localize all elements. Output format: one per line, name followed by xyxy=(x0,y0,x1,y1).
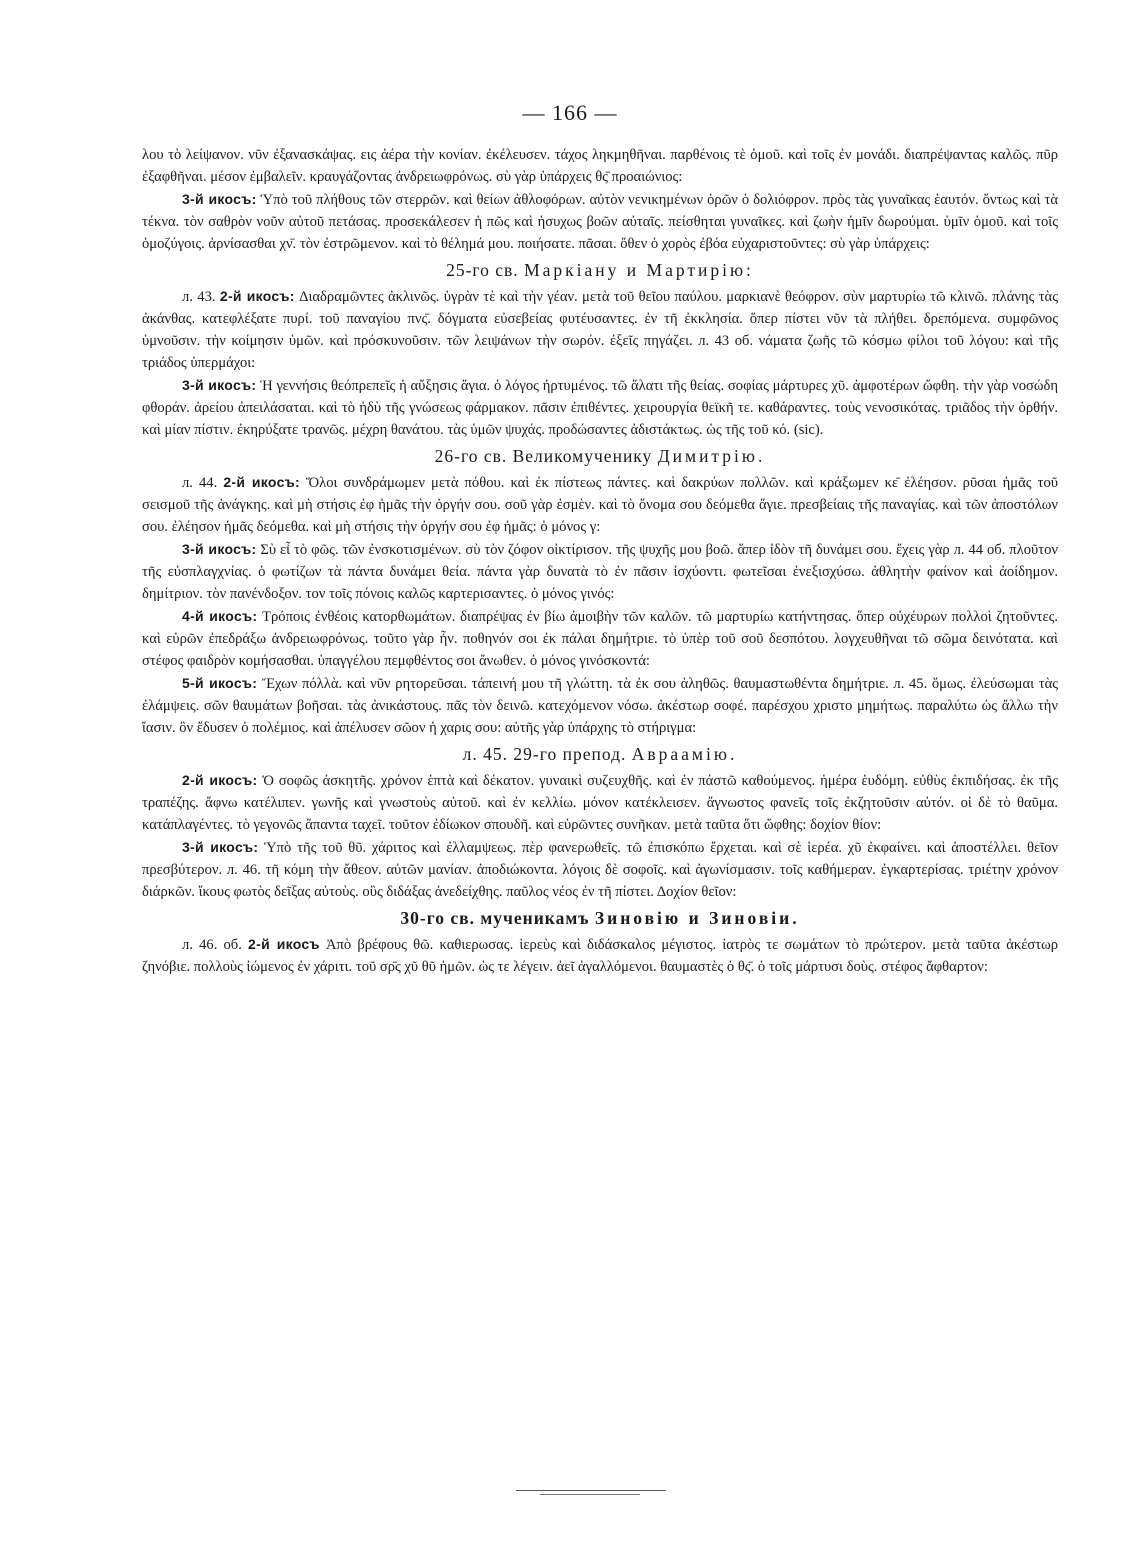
ikos-text: Ὑπὸ τῆς τοῦ θῦ. χάριτος καὶ ἐλλαμψεως. πὲρ φανερωθεῖς. τῶ ἐπισκόπω ἔρχεται. καὶ σὲ ἱερέα. χῦ ἐκφαίνει. καὶ ἀποστέλλει. θεῖον πρεσβύτερον. л. 46. τῆ κόμη τὴν ἄθεον. αὐτῶν μανίαν. ἀποδιώκοντα. λόγοις δὲ σοφοῖς. καὶ ἀγωνίσμασιν. τοῖς καθήμεραν. ἐγκαρτερίσας. τριέτην χρόνον διάρκῶν. ἴκους φωτὸς δεῖξας αὐτοὺς. οὓς διδάξας ἀνεδείχθης. παῦλος νέος ἐν τῆ πίστει. Δοχίον θεῖον: xyxy=(142,840,1058,900)
ikos-paragraph xyxy=(142,538,1058,605)
ikos-label: 3-й икосъ: xyxy=(182,377,257,393)
heading-names: Зиновію и Зиновіи. xyxy=(594,908,800,928)
heading-prefix: 25-го св. xyxy=(446,260,525,280)
end-rule xyxy=(516,1490,666,1491)
ikos-text: Ἔχων πόλλὰ. καὶ νῦν ρητορεῦσαι. τάπεινή μου τῆ γλώττη. τὰ ἐκ σου ἀληθῶς. θαυμαστωθέντα δημήτριε. л. 45. ὅμως. ἐλεύσωμαι τὰς ἐλάμψεις. σῶν θαυμάτων βοῆσαι. τὰς ἀνικάστους. πᾶς τὸν δεινῶ. κατεχόμενον νόσω. ἀκέστωρ σοφέ. παρέσχου χριστο μημήτως. παραλύτω ὡς ἄλλω τὴν ἴασιν. ὃν ἔδυσεν ὁ πολέμιος. καὶ ἀπέλυσεν σῶον ἡ χαρις σου: αὐτῆς γὰρ ὑπάρχης τὸ στήριγμα: xyxy=(142,676,1058,736)
ikos-label: 4-й икосъ: xyxy=(182,608,258,624)
heading-prefix: 26-го св. Великомученику xyxy=(434,446,658,466)
ikos-label: 3-й икосъ: xyxy=(182,839,259,855)
end-rule-short xyxy=(540,1494,640,1495)
ikos-paragraph xyxy=(142,672,1058,739)
ikos-paragraph xyxy=(142,836,1058,903)
ikos-text: Διαδραμῶντες ἀκλινῶς. ὑγρὰν τὲ καὶ τὴν γέαν. μετὰ τοῦ θεῖου παύλου. μαρκιανὲ θεόφρον. σὺν μαρτυρίω τῶ κλινῶ. πλάνης τὰς ἀκάνθας. κατεφλέξατε πυρί. τοῦ παναγίου πνς̄. δόγματα εὐσεβείας φυτέυσαντες. ἐν τῆ ἐκκλησία. ὅπερ πίστει νῦν τὰ πλήθει. δρεπόμενα. συμφῶνος ὑμνοῦσιν. τὴν κοίμησιν ὑμῶν. καὶ πρόσκυνοῦσιν. τῶν λειψάνων τὴν σωρόν. ἐξεῖς πηγάζει. л. 43 об. νάματα ζωῆς τῶ κόσμω φίλοι τοῦ λόγου: καὶ τῆς τριάδος ὑπερμάχοι: xyxy=(142,289,1058,371)
ikos-label: 3-й икосъ: xyxy=(182,191,257,207)
leaf-ref: л. 43. xyxy=(182,289,220,305)
ikos-text: Ἀπὸ βρέφους θῶ. καθιερωσας. ἱερεὺς καὶ διδάσκαλος μέγιστος. ἰατρὸς τε σωμάτων τὸ πρώτερον. μετὰ ταῦτα ἀκέστωρ ζηνόβιε. πολλοὺς ἰώμενος ἐν χάριτι. τοῦ σρ̄ς χῦ θῦ ἡμῶν. ὡς τε λέγειν. ἀεῖ ἀγαλλόμενοι. θαυμαστὲς ὁ θς̄. ὁ τοῖς μάρτυσι δοὺς. στέφος ἄφθαρτον: xyxy=(142,937,1058,975)
ikos-label: 2-й икосъ xyxy=(248,936,320,952)
ikos-paragraph xyxy=(142,471,1058,538)
ikos-paragraph xyxy=(142,374,1058,441)
ikos-text: Ὁ σοφῶς ἀσκητῆς. χρόνον ἑπτὰ καὶ δέκατον. γυναικὶ συζευχθῆς. καὶ ἐν πάστῶ καθούμενος. ἡμέρα ἑυδόμη. εὐθὺς ἐκπιδήσας. ἐκ τῆς τραπέζης. ἄφνω κατέλιπεν. γωνῆς καὶ γνωστοὺς αὐτοῦ. καὶ ἐν κελλίω. μόνον κατέκλεισεν. ἄγνωστος φανεῖς τοῖς ἐκζητοῦσιν αὐτόν. οἱ δὲ τὸ θαῦμα. κατάπλαγέντες. τὸ γεγονῶς ἅπαντα ταχεῖ. τοῦτον ἐδίωκον σπουδῆ. καὶ εὑρῶντες συνῆκαν. μετὰ ταῦτα ὅτι ὤφθης: δοχίον θίον: xyxy=(142,773,1058,833)
ikos-label: 2-й икосъ: xyxy=(219,288,295,304)
section-heading-26 xyxy=(142,443,1058,469)
section-heading-29 xyxy=(142,741,1058,767)
ikos-paragraph xyxy=(142,188,1058,255)
ikos-paragraph xyxy=(142,933,1058,978)
leaf-ref: л. 44. xyxy=(182,475,224,491)
ikos-text: Ἡ γεννήσις θεόπρεπεῖς ἡ αὔξησις ἅγια. ὁ λόγος ἠρτυμένος. τῶ ἅλατι τῆς θείας. σοφίας μάρτυρες χῦ. ἀμφοτέρων ὤφθη. τὴν γὰρ νοσώδη φθοράν. ἀρείου ἀπειλάσαται. καὶ τὸ ἡδὺ τῆς γνώσεως φάρμακον. πᾶσιν ἐπιθέντες. χειρουργία θεϊκῆ τε. καθάραντες. τοὺς νενοσικότας. τριᾶδος τὴν ὀρθήν. καὶ μίαν πίστιν. ἐκηρύξατε τρανῶς. μέχρη θανάτου. τὰς ὑμῶν ψυχάς. προδώσαντες ἀδιστάκτως. ὡς τῆς τοῦ κό. (sic). xyxy=(142,378,1058,438)
ikos-label: 2-й икосъ: xyxy=(223,474,300,490)
ikos-label: 3-й икосъ: xyxy=(182,541,257,557)
intro-paragraph: λου τὸ λείψανον. νῦν ἐξανασκάψας. εις ἀέρα τὴν κονίαν. ἐκέλευσεν. τάχος ληκμηθῆναι. παρθένοις τὲ ὁμοῦ. καὶ τοῖς ἐν μονάδι. διαπρέψαντας καλῶς. πῦρ ἐξαφθῆναι. μέσον ἐμβαλεῖν. κραυγάζοντας ἀνδρειωφρόνως. σὺ γὰρ ὑπάρχεις θς̄ προαιώνιος: xyxy=(142,147,1058,185)
leaf-ref: л. 46. об. xyxy=(182,937,249,953)
page-number: — 166 — xyxy=(522,100,618,125)
ikos-label: 2-й икосъ: xyxy=(182,772,258,788)
ikos-label: 5-й икосъ: xyxy=(182,675,258,691)
heading-names: Маркіану и Мартирію: xyxy=(524,260,754,280)
section-heading-30 xyxy=(142,905,1058,931)
ikos-paragraph xyxy=(142,605,1058,672)
section-heading-25 xyxy=(142,257,1058,283)
ikos-text: Ὑπὸ τοῦ πλήθους τῶν στερρῶν. καὶ θείων ἀθλοφόρων. αὐτὸν νενικημένων ὁρῶν ὁ δολιόφρον. πρὸς τὰς γυναῖκας ἑαυτόν. ὄντως καὶ τὰ τέκνα. τὸν σαθρὸν νοῦν αὐτοῦ πετάσας. προσεκάλεσεν ἡ πῶς καὶ ἡσυχως βοῶν αὐταῖς. πείσθηται γυναῖκες. καὶ ζωὴν ἡμῖν δωρούμαι. ὑμῖν ὁμοῦ. καὶ τοῖς ὁμοζύγοις. ἀρνίσασθαι χν̄. τὸν ἐστρῶμενον. καὶ τὸ θέλημά μου. ποιήσατε. πᾶσαι. ὅθεν ὁ χορὸς ἐβόα εὐχαριστοῦντες: σὺ γὰρ ὑπάρχεις: xyxy=(142,192,1059,252)
heading-prefix: 30-го св. мученикамъ xyxy=(400,908,595,928)
ikos-text: Ὅλοι συνδράμωμεν μετὰ πόθου. καὶ ἐκ πίστεως πάντες. καὶ δακρύων πολλῶν. καὶ κράξωμεν κε̄ ἐλέησον. ρῦσαι ἡμᾶς τοῦ σεισμοῦ τῆς ἀνάγκης. καὶ μὴ στήσις ἐφ ἡμᾶς τὴν ὀργήν σου. σοῦ γὰρ ἐσμὲν. καὶ τὸ ὄνομα σου δεόμεθα ἅγιε. πρεσβείαις τῆς παναγίας. καὶ τῶν ἀποστόλων σου. ἐλέησον ἡμᾶς δεόμεθα. καὶ μὴ στήσις τὴν ὀργήν σου ἐφ ἡμᾶς: ὁ μόνος γ: xyxy=(142,475,1058,535)
ikos-text: Σὺ εἶ τὸ φῶς. τῶν ἐνσκοτισμένων. σὺ τὸν ζόφον οἰκτίρισον. τῆς ψυχῆς μου βοῶ. ἅπερ ἰδὸν τῆ δυνάμει σου. ἔχεις γὰρ л. 44 об. πλοῦτον τῆς εὐσπλαγχνίας. ὁ φωτίζων τὰ πάντα δυνάμει θεία. πάντα γὰρ δυνατὰ τὸ ἐν πᾶσιν ἰσχύοντι. φωτεῖσαι ἐνεξισχύσω. ἀθλητὴν φαίνον καὶ ἀοίδημον. δημίτριον. τὸν πανένδοξον. τον τοῖς πόνοις καλῶς καρτερισαντες. ὁ μόνος γινός: xyxy=(142,542,1058,602)
heading-names: Димитрію. xyxy=(657,446,766,466)
document-body xyxy=(142,144,1058,978)
heading-names: Авраамію. xyxy=(631,744,738,764)
ikos-paragraph xyxy=(142,769,1058,836)
heading-prefix: л. 45. 29-го препод. xyxy=(462,744,632,764)
ikos-text: Τρόποις ἐνθέοις κατορθωμάτων. διαπρέψας ἐν βίω ἀμοιβὴν τῶν καλῶν. τῶ μαρτυρίω κατήντησας. ὅπερ οὐχέυρων πολλοὶ ζητοῦντες. καὶ εὑρῶν ἐπεδράξω ἀνδρειωφρόνως. τοῦτο γὰρ ἦν. ποθηνόν σοι ἐκ πάλαι δημήτριε. τὸ ὑπὲρ τοῦ σοῦ δεσπότου. λογχευθῆναι τῶ σῶμα δεινότατα. καὶ στέφος φαιδρὸν κομήσασθαι. ὑπαγγέλου πεμφθέντος σοι ἄνωθεν. ὁ μόνος γινόσκοντά: xyxy=(142,609,1058,669)
ikos-paragraph xyxy=(142,285,1058,374)
